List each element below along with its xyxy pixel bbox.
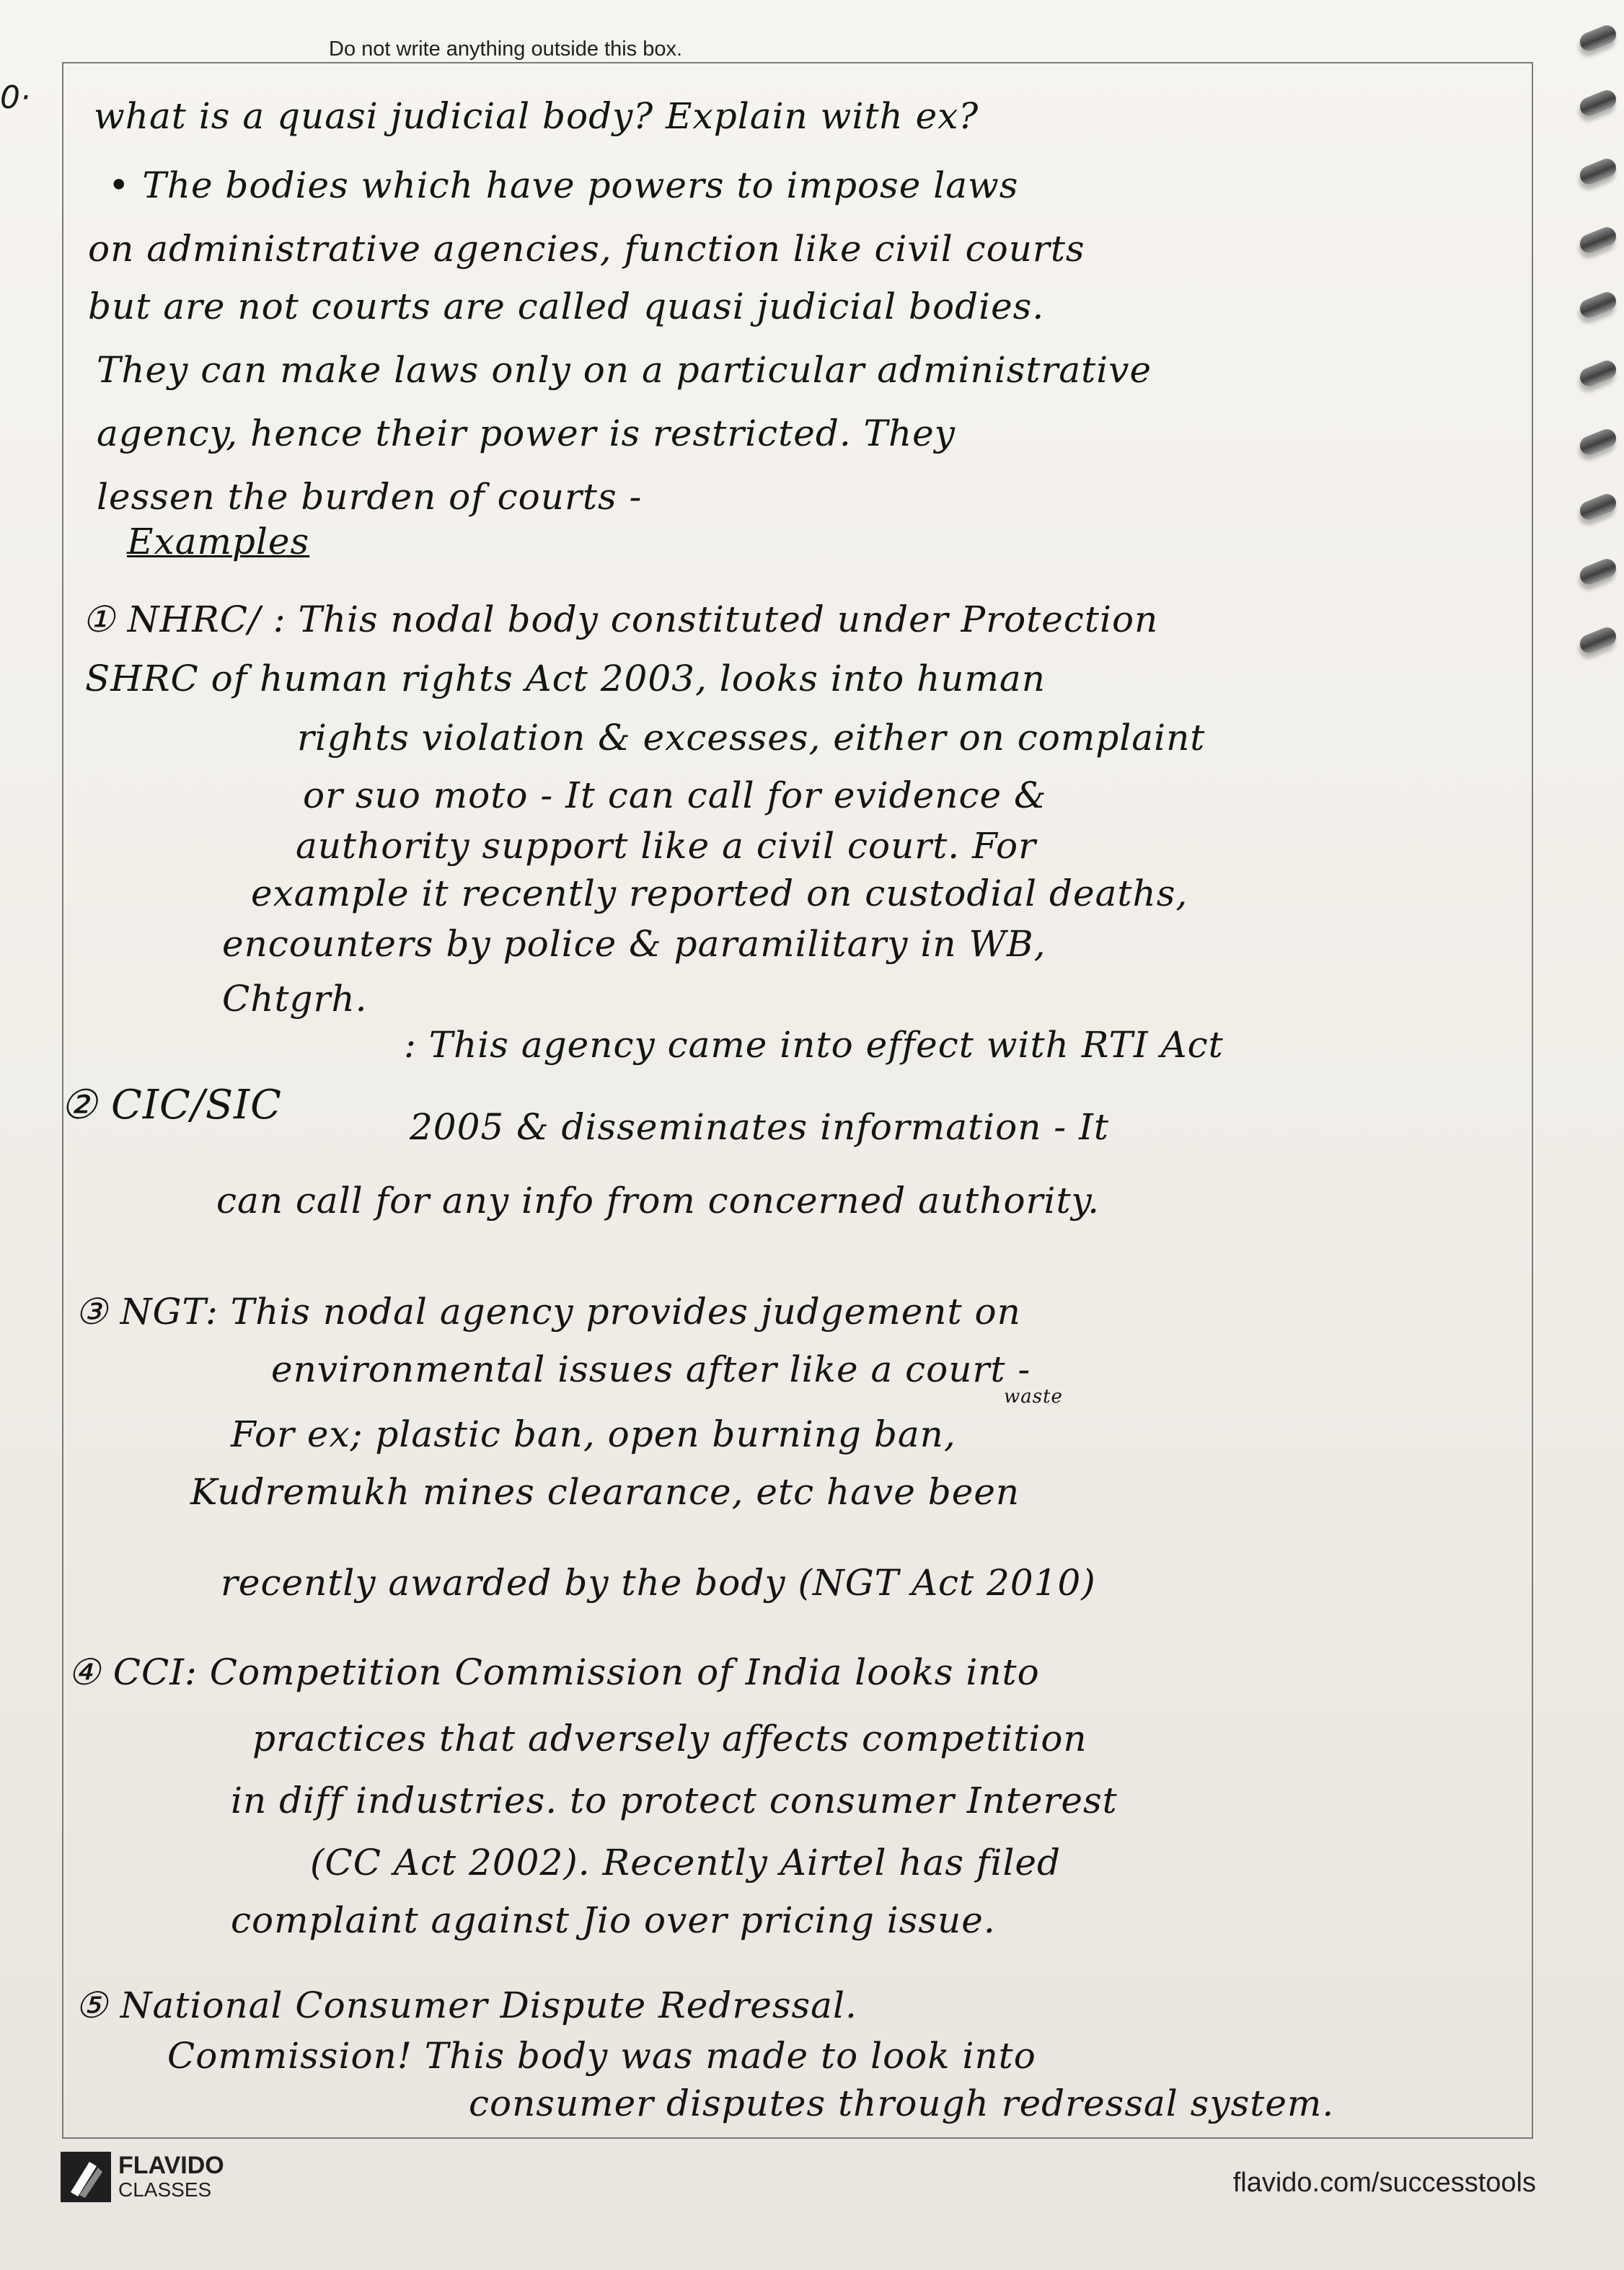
answer-line: but are not courts are called quasi judicial bodies. [88, 286, 1045, 327]
example-3-line: recently awarded by the body (NGT Act 2010) [221, 1562, 1096, 1604]
example-1-line: rights violation & excesses, either on complaint [297, 717, 1206, 759]
example-1-line: ① NHRC/ : This nodal body constituted under Protection [82, 599, 1159, 640]
question-line: what is a quasi judicial body? Explain with ex? [94, 95, 979, 137]
brand-subtitle: CLASSES [118, 2178, 212, 2201]
answer-line: agency, hence their power is restricted. They [97, 412, 956, 454]
example-1-line: example it recently reported on custodial deaths, [251, 873, 1188, 914]
spiral-coil-icon [1577, 156, 1619, 187]
example-5-line: ⑤ National Consumer Dispute Redressal. [75, 1984, 857, 2026]
flavido-logo-icon [61, 2152, 111, 2202]
example-3-line: ③ NGT: This nodal agency provides judgement on [75, 1291, 1021, 1333]
answer-line: They can make laws only on a particular administrative [97, 349, 1152, 391]
answer-line: lessen the burden of courts - [97, 476, 643, 518]
spiral-coil-icon [1577, 624, 1619, 656]
example-1-line: authority support like a civil court. For [296, 825, 1037, 867]
example-1-line: encounters by police & paramilitary in WB, [222, 923, 1046, 965]
example-5-line: Commission! This body was made to look into [167, 2035, 1036, 2077]
spiral-coil-icon [1577, 358, 1619, 389]
example-4-line: practices that adversely affects competition [252, 1718, 1087, 1759]
example-2-line: 2005 & disseminates information - It [410, 1106, 1109, 1148]
example-4-line: complaint against Jio over pricing issue. [231, 1899, 996, 1941]
example-2-title: ② CIC/SIC [61, 1082, 283, 1129]
example-3-line: Kudremukh mines clearance, etc have been [190, 1471, 1020, 1513]
example-5-line: consumer disputes through redressal system. [469, 2083, 1335, 2124]
spiral-coil-icon [1577, 426, 1619, 458]
brand-name: FLAVIDO [118, 2152, 224, 2180]
answer-line: on administrative agencies, function like civil courts [88, 228, 1085, 270]
example-3-insert: waste [1004, 1386, 1063, 1408]
example-4-line: ④ CCI: Competition Commission of India looks into [68, 1651, 1040, 1693]
spiral-coil-icon [1577, 556, 1619, 588]
footer-url: flavido.com/successtools [1232, 2168, 1536, 2198]
example-2-line: : This agency came into effect with RTI Act [404, 1024, 1224, 1066]
examples-heading: Examples [127, 521, 310, 562]
spiral-coil-icon [1577, 224, 1619, 256]
example-1-line: Chtgrh. [222, 978, 368, 1020]
spiral-coil-icon [1577, 87, 1619, 119]
margin-mark: 0· [0, 79, 30, 116]
answer-line: • The bodies which have powers to impose laws [108, 164, 1019, 206]
example-1-line: or suo moto - It can call for evidence & [303, 774, 1047, 816]
spiral-coil-icon [1577, 289, 1619, 321]
example-4-line: in diff industries. to protect consumer Interest [231, 1780, 1118, 1821]
example-3-line: For ex; plastic ban, open burning ban, [231, 1413, 956, 1455]
example-4-line: (CC Act 2002). Recently Airtel has filed [310, 1842, 1062, 1883]
example-2-line: can call for any info from concerned authority. [216, 1180, 1100, 1222]
example-1-line: SHRC of human rights Act 2003, looks into human [85, 658, 1046, 699]
spiral-coil-icon [1577, 491, 1619, 523]
spiral-binding [1566, 0, 1624, 2270]
spiral-coil-icon [1577, 22, 1619, 54]
example-3-line: environmental issues after like a court - [271, 1348, 1031, 1390]
flavido-logo [61, 2152, 224, 2202]
box-instruction: Do not write anything outside this box. [329, 37, 683, 61]
